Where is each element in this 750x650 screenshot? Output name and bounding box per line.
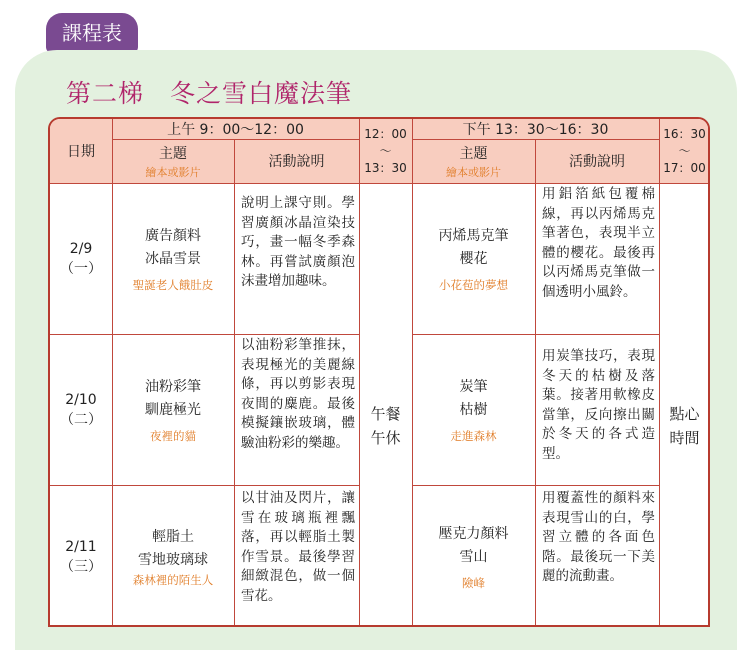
header-am-activity (234, 139, 359, 183)
header-pm-activity (535, 139, 659, 183)
pm-subject: 丙烯馬克筆 (438, 227, 509, 244)
header-date (50, 119, 112, 183)
header-morning-label: 上午 9：00～12：00 (167, 122, 304, 138)
header-am-theme-label: 主題 (159, 145, 187, 162)
pm-theme-cell (412, 485, 535, 627)
header-morning (112, 119, 359, 139)
lunch-break-cell (359, 183, 412, 627)
row-weekday: （一） (60, 260, 102, 277)
header-snack-time (659, 119, 710, 183)
am-theme-cell (112, 485, 234, 627)
row-date-cell (50, 485, 112, 627)
row-date: 2/9 (69, 240, 93, 257)
header-date-label: 日期 (67, 144, 95, 160)
pm-subject: 炭筆 (459, 378, 488, 395)
am-subject: 雪地玻璃球 (138, 552, 208, 568)
header-am-activity-label: 活動說明 (268, 154, 325, 170)
am-subject: 馴鹿極光 (145, 401, 201, 418)
pm-activity-desc: 用鋁箔紙包覆棉線，再以丙烯馬克筆著色，表現半立體的櫻花。最後再以丙烯馬克筆做一個透明小風鈴。 (542, 186, 655, 300)
pm-theme-cell (412, 334, 535, 485)
am-theme-cell (112, 334, 234, 485)
am-subject: 廣告顏料 (145, 227, 201, 244)
pm-book-title: 小花苞的夢想 (439, 277, 508, 292)
row-date: 2/11 (65, 539, 97, 555)
pm-activity-desc: 用炭筆技巧，表現冬天的枯樹及落葉。接著用軟橡皮當筆，反向擦出關於冬天的各式造型。 (542, 348, 655, 462)
row-weekday: （二） (60, 411, 102, 428)
am-book-title: 森林裡的陌生人 (132, 573, 214, 587)
header-am-theme-sub: 繪本或影片 (145, 165, 201, 179)
pm-subject: 壓克力顏料 (438, 526, 509, 542)
snack-time-sep: ～ (678, 143, 691, 158)
row-weekday: （三） (60, 559, 102, 575)
am-subject: 冰晶雪景 (145, 250, 201, 267)
schedule-tab[interactable]: 課程表 (46, 13, 138, 53)
pm-subject: 櫻花 (459, 250, 488, 267)
header-pm-theme-label: 主題 (459, 145, 488, 162)
am-subject: 油粉彩筆 (145, 378, 201, 395)
nap-label: 午休 (370, 429, 401, 447)
snack-time-start: 16：30 (663, 126, 706, 141)
snack-time-label: 時間 (669, 429, 700, 447)
row-date: 2/10 (65, 391, 97, 408)
header-afternoon-label: 下午 13：30～16：30 (462, 122, 609, 138)
snack-time-end: 17：00 (663, 160, 706, 175)
row-date-cell (50, 334, 112, 485)
lunch-time-start: 12：00 (364, 126, 407, 141)
am-activity-desc: 以甘油及閃片，讓雪在玻璃瓶裡飄落，再以輕脂土製作雪景。最後學習細緻混色，做一個雪花。 (241, 490, 355, 604)
am-book-title: 夜裡的貓 (150, 428, 196, 443)
header-pm-theme-sub: 繪本或影片 (446, 165, 501, 179)
header-lunch-time (359, 119, 412, 183)
pm-subject: 雪山 (459, 549, 488, 565)
snack-label: 點心 (669, 405, 700, 423)
pm-subject: 枯樹 (459, 401, 488, 418)
header-am-theme (112, 139, 234, 183)
header-pm-theme (412, 139, 535, 183)
lunch-time-end: 13：30 (364, 160, 407, 175)
grid-line (112, 139, 359, 140)
snack-break-cell (659, 183, 710, 627)
schedule-table (48, 117, 710, 627)
page-title: 第二梯 冬之雪白魔法筆 (66, 79, 353, 108)
am-subject: 輕脂土 (152, 529, 194, 545)
row-date-cell (50, 183, 112, 334)
header-pm-activity-label: 活動說明 (569, 154, 625, 170)
header-afternoon (412, 119, 659, 139)
pm-book-title: 走進森林 (450, 428, 497, 443)
am-activity-desc: 說明上課守則。學習廣顏冰晶渲染技巧，畫一幅冬季森林。再嘗試廣顏泡沫畫增加趣味。 (241, 195, 355, 289)
pm-activity-desc: 用覆蓋性的顏料來表現雪山的白，學習立體的各面色階。最後玩一下美麗的流動畫。 (542, 490, 655, 584)
pm-theme-cell (412, 183, 535, 334)
am-theme-cell (112, 183, 234, 334)
lunch-time-sep: ～ (379, 143, 392, 158)
pm-book-title: 險峰 (462, 576, 485, 590)
am-book-title: 聖誕老人餓肚皮 (132, 277, 214, 292)
am-activity-desc: 以油粉彩筆推抹，表現極光的美麗線條，再以剪影表現夜間的麋鹿。最後模擬鑲嵌玻璃，體驗油粉彩的樂趣。 (241, 337, 355, 451)
lunch-label: 午餐 (370, 405, 401, 423)
